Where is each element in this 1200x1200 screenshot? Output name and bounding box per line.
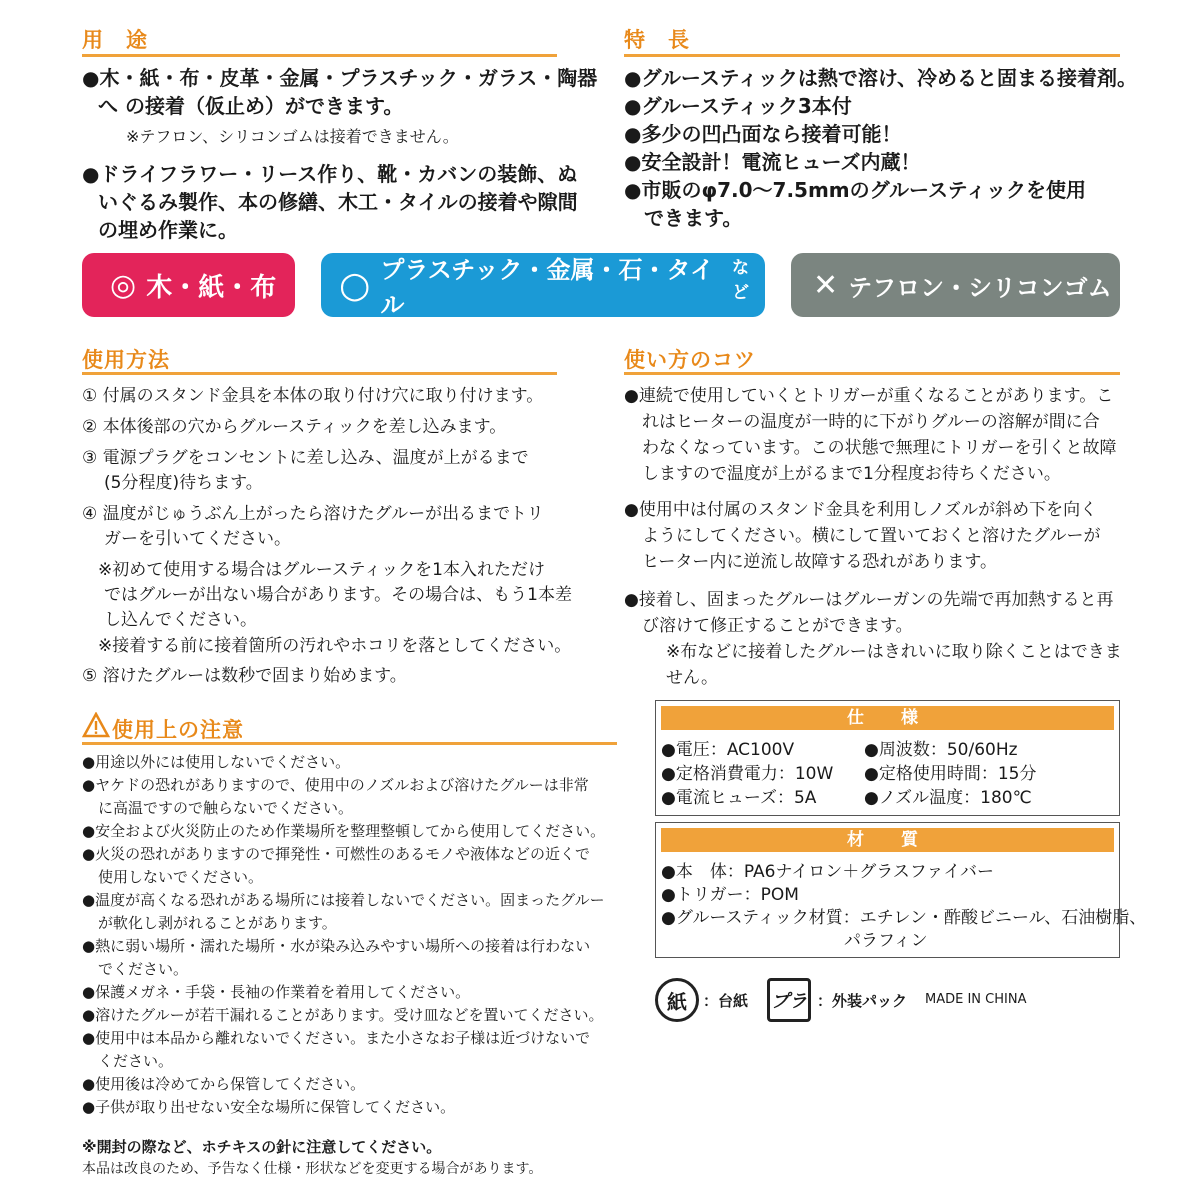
material-ng-label: テフロン・シリコンゴム [848, 273, 1112, 302]
caution-line-3: に高温ですので触らないでください。 [98, 799, 354, 817]
usage-title: 用 途 [82, 28, 148, 52]
usage-line-1: ●木・紙・布・皮革・金属・プラスチック・ガラス・陶器 [82, 66, 598, 90]
cross-icon: ✕ [813, 267, 839, 303]
usage-line-5: の埋め作業に。 [98, 218, 238, 242]
spec-nozzle-temp: ●ノズル温度：180℃ [864, 788, 1032, 808]
caution-line-6: 使用しないでください。 [98, 868, 264, 886]
spec-power: ●定格消費電力：10W [661, 764, 834, 784]
caution-line-5: ●火災の恐れがありますので揮発性・可燃性のあるモノや液体などの近くで [82, 845, 590, 863]
tips-note-a: ※布などに接着したグルーはきれいに取り除くことはできま [666, 642, 1122, 662]
tips-line-8: ●接着し、固まったグルーはグルーガンの先端で再加熱すると再 [624, 590, 1114, 610]
made-in-label: MADE IN CHINA [925, 992, 1027, 1007]
caution-line-14: ください。 [98, 1052, 174, 1070]
features-line-1: ●グルースティックは熱で溶け、冷めると固まる接着剤。 [624, 66, 1138, 90]
tips-line-9: び溶けて修正することができます。 [642, 616, 913, 636]
caution-line-2: ●ヤケドの恐れがありますので、使用中のノズルおよび溶けたグルーは非常 [82, 776, 589, 794]
howto-title: 使用方法 [82, 348, 170, 372]
caution-line-9: ●熱に弱い場所・濡れた場所・水が染み込みやすい場所への接着は行わない [82, 937, 591, 955]
material-ng-pill [791, 253, 1120, 317]
spec-rated-time: ●定格使用時間：15分 [864, 764, 1037, 784]
plastic-recycle-mark: プラ [771, 991, 807, 1012]
footer-note-1: ※開封の際など、ホチキスの針に注意してください。 [82, 1138, 442, 1156]
caution-underline [82, 742, 617, 745]
paper-recycle-icon [655, 978, 699, 1022]
howto-step-1: ① 付属のスタンド金具を本体の取り付け穴に取り付けます。 [82, 386, 544, 406]
material-good-label: 木・紙・布 [146, 272, 277, 303]
material-stick: ●グルースティック材質：エチレン・酢酸ビニール、石油樹脂、 [661, 908, 1147, 928]
features-underline [624, 54, 1120, 57]
features-line-5: ●市販のφ7.0〜7.5mmのグルースティックを使用 [624, 178, 1087, 202]
plastic-recycle-icon [767, 978, 811, 1022]
howto-step-3a: ③ 電源プラグをコンセントに差し込み、温度が上がるまで [82, 448, 529, 468]
caution-line-16: ●子供が取り出せない安全な場所に保管してください。 [82, 1098, 456, 1116]
material-ok-suffix: など [731, 258, 749, 303]
caution-line-12: ●溶けたグルーが若干漏れることがあります。受け皿などを置いてください。 [82, 1006, 604, 1024]
caution-line-7: ●温度が高くなる恐れがある場所には接着しないでください。固まったグルー [82, 891, 605, 909]
caution-line-4: ●安全および火災防止のため作業場所を整理整頓してから使用してください。 [82, 822, 606, 840]
usage-underline [82, 54, 557, 57]
usage-line-2: へ の接着（仮止め）ができます。 [98, 94, 404, 118]
caution-line-11: ●保護メガネ・手袋・長袖の作業着を着用してください。 [82, 983, 471, 1001]
double-circle-icon: ◎ [110, 267, 137, 303]
usage-note: ※テフロン、シリコンゴムは接着できません。 [126, 127, 459, 146]
footer-note-2: 本品は改良のため、予告なく仕様・形状などを変更する場合があります。 [82, 1161, 543, 1177]
warning-icon [82, 712, 110, 738]
spec-voltage: ●電圧：AC100V [661, 740, 795, 760]
features-title: 特 長 [624, 28, 690, 52]
tips-line-1: ●連続で使用していくとトリガーが重くなることがあります。こ [624, 386, 1114, 406]
features-line-3: ●多少の凹凸面なら接着可能！ [624, 122, 902, 146]
features-line-6: できます。 [644, 206, 743, 230]
tips-line-5: ●使用中は付属のスタンド金具を利用しノズルが斜め下を向く [624, 500, 1098, 520]
howto-step-3b: (5分程度)待ちます。 [104, 473, 263, 493]
tips-line-2: れはヒーターの温度が一時的に下がりグルーの溶解が間に合 [642, 412, 1100, 432]
tips-line-7: ヒーター内に逆流し故障する恐れがあります。 [642, 552, 997, 572]
tips-title: 使い方のコツ [624, 348, 756, 372]
howto-step-4b: ガーを引いてください。 [104, 529, 291, 549]
features-line-2: ●グルースティック3本付 [624, 94, 852, 118]
usage-line-4: いぐるみ製作、本の修繕、木工・タイルの接着や隙間 [98, 190, 578, 214]
material-good-pill [82, 253, 295, 317]
material-stick-cont: パラフィン [844, 931, 928, 951]
caution-line-8: が軟化し剥がれることがあります。 [98, 914, 337, 932]
howto-underline [82, 372, 557, 375]
specs-title: 仕 様 [661, 706, 1114, 730]
tips-line-6: ようにしてください。横にして置いておくと溶けたグルーが [642, 526, 1101, 546]
spec-frequency: ●周波数：50/60Hz [864, 740, 1018, 760]
material-box-title: 材 質 [661, 828, 1114, 852]
caution-title: 使用上の注意 [112, 718, 244, 742]
howto-note-1b: ではグルーが出ない場合があります。その場合は、もう1本差 [104, 585, 572, 605]
usage-line-3: ●ドライフラワー・リース作り、靴・カバンの装飾、ぬ [82, 162, 578, 186]
howto-note-1c: し込んでください。 [104, 610, 257, 630]
features-line-4: ●安全設計！電流ヒューズ内蔵！ [624, 150, 921, 174]
tips-line-4: しますので温度が上がるまで1分程度お待ちください。 [642, 464, 1061, 484]
tips-underline [624, 372, 1120, 375]
tips-note-b: せん。 [666, 668, 719, 688]
caution-line-15: ●使用後は冷めてから保管してください。 [82, 1075, 366, 1093]
material-ok-pill [321, 253, 765, 317]
material-body: ●本 体：PA6ナイロン＋グラスファイバー [661, 862, 995, 882]
howto-step-2: ② 本体後部の穴からグルースティックを差し込みます。 [82, 417, 507, 437]
caution-line-10: でください。 [98, 960, 189, 978]
caution-line-1: ●用途以外には使用しないでください。 [82, 753, 351, 771]
tips-line-3: わなくなっています。この状態で無理にトリガーを引くと故障 [642, 438, 1117, 458]
circle-icon: ○ [339, 264, 371, 306]
howto-step-4a: ④ 温度がじゅうぶん上がったら溶けたグルーが出るまでトリ [82, 504, 544, 524]
caution-line-13: ●使用中は本品から離れないでください。また小さなお子様は近づけないで [82, 1029, 591, 1047]
howto-step-5: ⑤ 溶けたグルーは数秒で固まり始めます。 [82, 666, 407, 686]
spec-fuse: ●電流ヒューズ：5A [661, 788, 817, 808]
howto-note-1a: ※初めて使用する場合はグルースティックを1本入れただけ [98, 560, 545, 580]
material-ok-label: プラスチック・金属・石・タイル [380, 256, 715, 319]
plastic-recycle-label: ：外装パック [817, 992, 908, 1010]
paper-recycle-mark: 紙 [667, 989, 687, 1014]
paper-recycle-label: ：台紙 [703, 992, 749, 1010]
howto-note-2: ※接着する前に接着箇所の汚れやホコリを落としてください。 [98, 636, 572, 656]
material-trigger: ●トリガー：POM [661, 885, 799, 905]
